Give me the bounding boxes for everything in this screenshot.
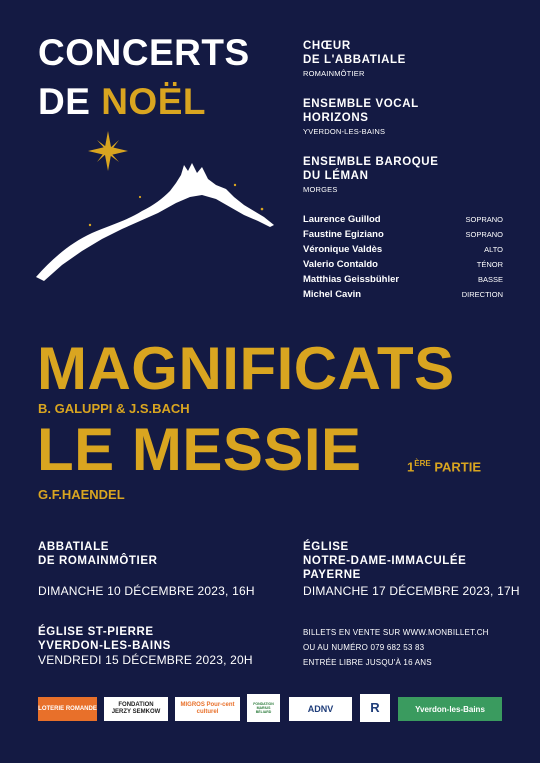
ensemble-3-place: MORGES: [303, 185, 338, 194]
title-noel-word: NOËL: [101, 81, 206, 122]
ensemble-2-name: ENSEMBLE VOCAL HORIZONS: [303, 98, 419, 124]
soloist-row: Véronique Valdès ALTO: [303, 244, 503, 255]
title-de: DE: [38, 81, 91, 122]
date-yverdon: VENDREDI 15 DÉCEMBRE 2023, 20H: [38, 653, 253, 667]
soloist-row: Laurence Guillod SOPRANO: [303, 214, 503, 225]
logo-r: R: [360, 694, 390, 722]
soloists-list: [303, 213, 503, 302]
ensemble-2-place: YVERDON-LES-BAINS: [303, 127, 386, 136]
logo-adnv: ADNV: [289, 697, 352, 721]
logo-migros: MIGROS Pour-cent culturel: [175, 697, 240, 721]
ensemble-3-name: ENSEMBLE BAROQUE DU LÉMAN: [303, 156, 439, 182]
title-concerts: CONCERTS: [38, 32, 250, 73]
soloist-row: Faustine Egiziano SOPRANO: [303, 229, 503, 240]
venue-romainmotier: ABBATIALE DE ROMAINMÔTIER: [38, 541, 158, 567]
logo-loterie-romande: LOTERIE ROMANDE: [38, 697, 97, 721]
date-romainmotier: DIMANCHE 10 DÉCEMBRE 2023, 16H: [38, 584, 255, 598]
logo-yverdon-les-bains: Yverdon-les-Bains: [398, 697, 502, 721]
venue-payerne: ÉGLISE NOTRE-DAME-IMMACULÉE PAYERNE: [303, 541, 467, 581]
work-le-messie: LE MESSIE: [37, 416, 362, 483]
composer-galuppi-bach: B. GALUPPI & J.S.BACH: [38, 401, 190, 416]
work-magnificats: MAGNIFICATS: [37, 335, 455, 402]
venue-yverdon: ÉGLISE ST-PIERRE YVERDON-LES-BAINS: [38, 626, 171, 652]
soloist-row: Michel Cavin DIRECTION: [303, 289, 503, 300]
logo-fondation-marius: FONDATION MARIUS BÉLIARD: [247, 694, 280, 722]
star-icon: [88, 131, 128, 171]
composer-haendel: G.F.HAENDEL: [38, 487, 125, 502]
logo-fondation-semkow: FONDATION JERZY SEMKOW: [104, 697, 168, 721]
date-payerne: DIMANCHE 17 DÉCEMBRE 2023, 17H: [303, 584, 520, 598]
ensemble-1-name: CHŒUR DE L'ABBATIALE: [303, 40, 406, 66]
soloist-row: Matthias Geissbühler BASSE: [303, 274, 503, 285]
title-noel: [38, 82, 206, 122]
mountain-star-illustration: [30, 125, 290, 285]
ensemble-1-place: ROMAINMÔTIER: [303, 69, 365, 78]
ticket-info: BILLETS EN VENTE SUR WWW.MONBILLET.CH OU AU NUMÉRO 079 682 53 83 ENTRÉE LIBRE JUSQU'À 16 ANS: [303, 628, 489, 667]
soloist-row: Valerio Contaldo TÉNOR: [303, 259, 503, 270]
part-label: 1ÈRE PARTIE: [407, 459, 482, 475]
